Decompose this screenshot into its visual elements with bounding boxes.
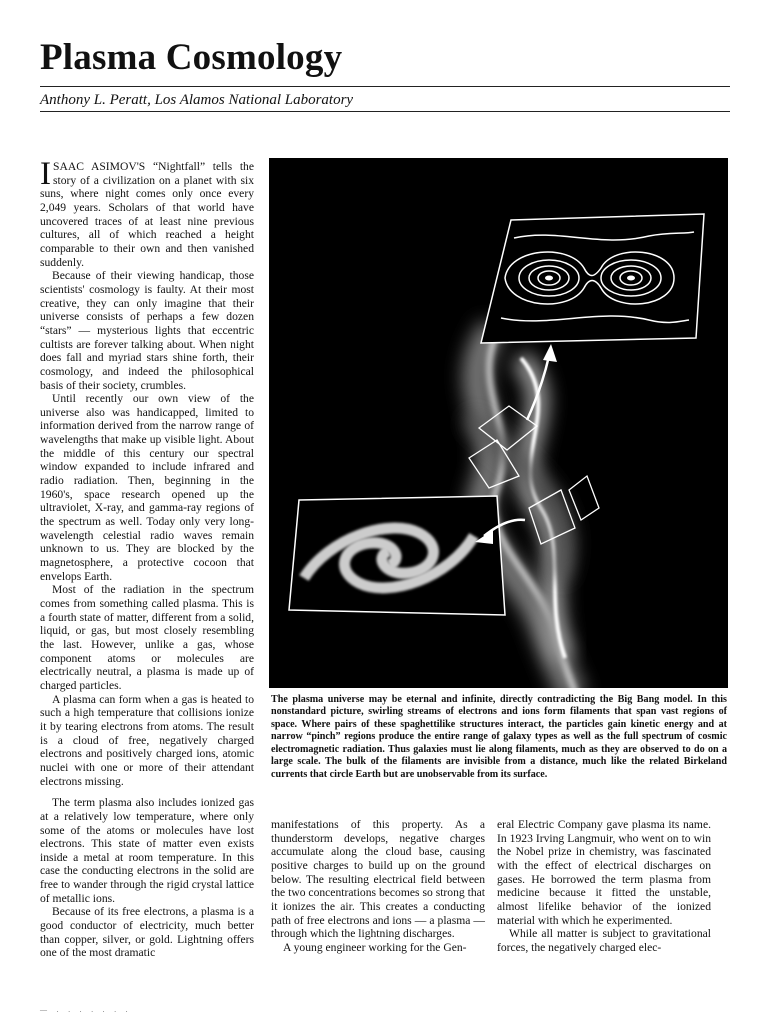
paragraph-10: eral Electric Company gave plasma its name. In 1923 Irving Langmuir, who went on to win the Nobel prize in chemistry, was fascinated with the effect of electrical discharges on gases. He borrowed the term plasma from medicine because it fitted the unstable, almost lifelike behavior of the ionized material with which he experimented. — [497, 818, 711, 927]
author-byline: Anthony L. Peratt, Los Alamos National Laboratory — [40, 92, 354, 108]
drop-cap: I — [40, 156, 51, 192]
paragraph-9: A young engineer working for the Gen- — [283, 940, 467, 954]
paragraph-7: Because of its free electrons, a plasma is a good conductor of electricity, much better than copper, silver, or gold. Lightning offers one of the most dramatic — [40, 905, 254, 960]
paragraph-8: manifestations of this property. As a thunderstorm develops, negative charges accumulate along the cloud base, causing positive charges to build up on the ground below. The resulting electrical field between the two concentrations becomes so strong that it ionizes the air. This creates a conducting path of free electrons and ions — a plasma — through which the lightning discharges. — [271, 818, 485, 941]
page-footer: — . . . . . . . — [40, 1006, 132, 1014]
title-rule — [40, 86, 730, 87]
paragraph-2: Because of their viewing handicap, those scientists' cosmology is faulty. At their most creative, they can only imagine that their universe consists of perhaps a few dozen “stars” — mysterious lights that eccentric cultists are forever talking about. When night does fall and myriad stars shine forth, their cosmology, and indeed the philosophical basis of their society, crumbles. — [40, 269, 254, 392]
figure-caption: The plasma universe may be eternal and infinite, directly contradicting the Big Bang model. In this nonstandard picture, swirling streams of electrons and ions form filaments that span vast regions of space. Where pairs of these spaghettilike structures interact, the particles gain kinetic energy and at narrow “pinch” regions produce the entire range of galaxy types as well as the full spectrum of cosmic electromagnetic radiation. Thus galaxies must lie along filaments, much as they are observed to do on a large scale. The bulk of the filaments are invisible from a distance, much like the related Birkeland currents that circle Earth but are unobservable from its surface. — [271, 694, 727, 780]
paragraph-6: The term plasma also includes ionized gas at a relatively low temperature, where only some of the atoms or molecules have lost electrons. This state of matter even exists inside a metal at room temperature. In this case the conducting electrons in the solid are free to wander through the rigid crystal lattice of metallic ions. — [40, 796, 254, 905]
column-1 — [40, 156, 254, 960]
column-3 — [497, 818, 711, 955]
paragraph-11: While all matter is subject to gravitational forces, the negatively charged elec- — [497, 927, 711, 954]
paragraph-3: Until recently our own view of the universe also was handicapped, limited to information derived from the narrow range of wavelengths that make up visible light. About the middle of this century our spectral window expanded to include infrared and radio radiation. Then, beginning in the 1960's, space research opened up the ultraviolet, X-ray, and gamma-ray regions of the spectrum as well. Today only very long-wavelength celestial radio waves remain unknown to us. They are blocked by the magnetosphere, a protective cocoon that envelops Earth. — [40, 392, 254, 583]
plasma-universe-illustration — [269, 158, 728, 688]
upper-galaxy-plane — [481, 214, 704, 343]
paragraph-5: A plasma can form when a gas is heated to such a high temperature that collisions ionize it by tearing electrons from atoms. The result is a cloud of free, negatively charged electrons and positively charged ions, atomic nuclei with one or more of their attendant electrons missing. — [40, 692, 254, 788]
filament-diagram — [269, 158, 728, 688]
lower-galaxy-plane — [289, 496, 505, 615]
paragraph-1: ISAAC ASIMOV'S “Nightfall” tells the story of a civilization on a planet with six suns, where night comes only once every 2,049 years. Scholars of that world have uncovered traces of at least nine previous cultures, all of which reached a height comparable to their own and then vanished suddenly. — [40, 156, 254, 269]
article-title: Plasma Cosmology — [40, 37, 343, 78]
column-2 — [271, 818, 485, 955]
paragraph-4: Most of the radiation in the spectrum comes from something called plasma. This is a fourth state of matter, different from a solid, liquid, or gas, but most closely resembling the last. However, unlike a gas, whose component atoms or molecules are electrically neutral, a plasma is made up of charged particles. — [40, 583, 254, 692]
byline-rule — [40, 111, 730, 112]
